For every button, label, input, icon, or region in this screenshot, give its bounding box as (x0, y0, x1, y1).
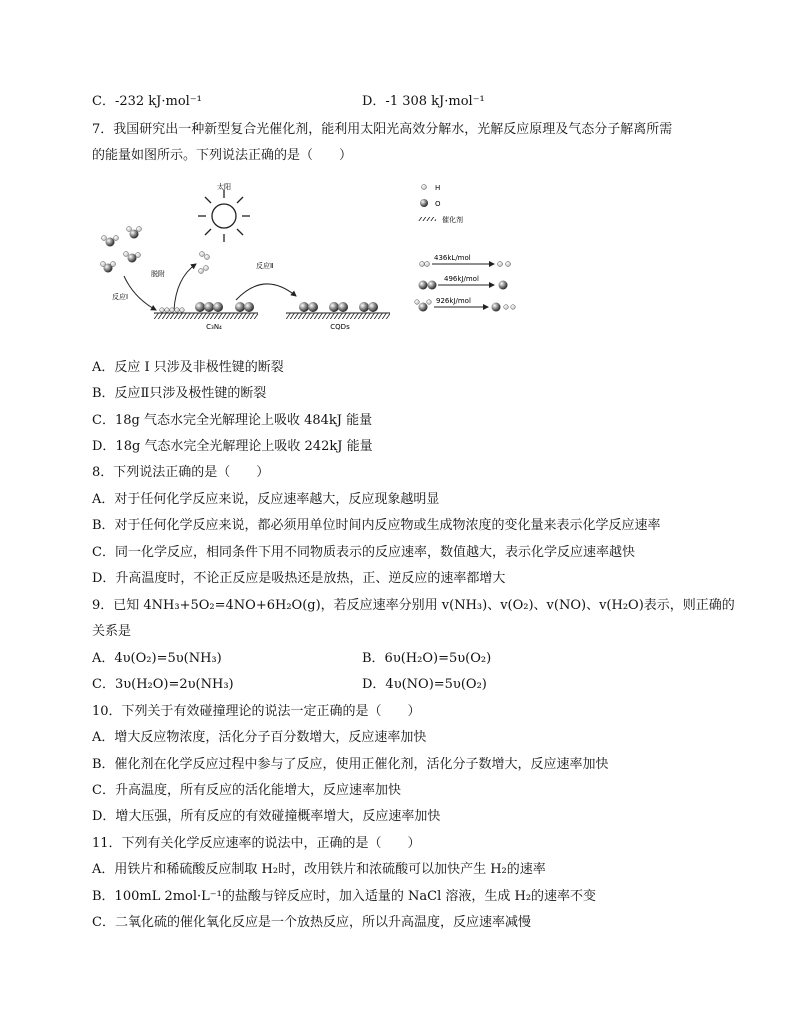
bond-energy-h2o (415, 297, 516, 312)
q10-stem: 10．下列关于有效碰撞理论的说法一定正确的是（ ） (92, 704, 421, 719)
bond-energy-o2-value: 496kJ/mol (444, 275, 479, 283)
water-molecules-icon (101, 227, 142, 273)
bond-energy-h2-value: 436kL/mol (434, 254, 471, 262)
q9-option-b: B．6υ(H₂O)=5υ(O₂) (362, 651, 492, 666)
q7-stem-line2: 的能量如图所示。下列说法正确的是（ ） (92, 148, 353, 163)
q10-option-a: A．增大反应物浓度，活化分子百分数增大，反应速率加快 (92, 730, 427, 745)
cqds-label: CQDs (330, 323, 350, 331)
desorption-label: 脱附 (151, 270, 165, 278)
sun-label: 太阳 (217, 183, 231, 191)
q8-stem: 8．下列说法正确的是（ ） (92, 465, 270, 480)
q8-option-b: B．对于任何化学反应来说，都必须用单位时间内反应物或生成物浓度的变化量来表示化学反应速率 (92, 518, 661, 533)
reaction2-arrow (236, 284, 296, 300)
q11-stem: 11．下列有关化学反应速率的说法中，正确的是（ ） (92, 836, 421, 851)
q9-option-a: A．4υ(O₂)=5υ(NH₃) (92, 651, 222, 666)
reaction1-label: 反应Ⅰ (112, 293, 129, 301)
photocatalysis-figure (96, 178, 516, 338)
q7-option-c: C．18g 气态水完全光解理论上吸收 484kJ 能量 (92, 413, 373, 428)
legend-o-label: O (435, 200, 441, 208)
q8-option-d: D．升高温度时，不论正反应是吸热还是放热，正、逆反应的速率都增大 (92, 571, 506, 586)
q6-option-d: D．-1 308 kJ·mol⁻¹ (362, 94, 485, 109)
legend-h-icon (422, 185, 427, 190)
q6-option-c: C．-232 kJ·mol⁻¹ (92, 94, 202, 109)
legend-o-icon (420, 199, 428, 207)
q8-option-c: C．同一化学反应，相同条件下用不同物质表示的反应速率，数值越大，表示化学反应速率越快 (92, 545, 635, 560)
legend-catalyst-icon (418, 217, 436, 221)
q7-stem-line1: 7．我国研究出一种新型复合光催化剂，能利用太阳光高效分解水，光解反应原理及气态分子解离所需 (92, 122, 673, 137)
bond-energy-h2o-value: 926kJ/mol (436, 297, 471, 305)
q7-option-b: B．反应Ⅱ只涉及极性键的断裂 (92, 386, 267, 401)
q9-stem-line2: 关系是 (92, 624, 132, 639)
q9-option-c: C．3υ(H₂O)=2υ(NH₃) (92, 677, 234, 692)
q7-option-d: D．18g 气态水完全光解理论上吸收 242kJ 能量 (92, 439, 373, 454)
bond-energy-o2 (419, 275, 508, 290)
reaction2-label: 反应Ⅱ (256, 262, 274, 270)
legend-catalyst-label: 催化剂 (442, 216, 463, 224)
q10-option-b: B．催化剂在化学反应过程中参与了反应，使用正催化剂，活化分子数增大，反应速率加快 (92, 757, 609, 772)
q11-option-a: A．用铁片和稀硫酸反应制取 H₂时，改用铁片和浓硫酸可以加快产生 H₂的速率 (92, 862, 546, 877)
q11-option-b: B．100mL 2mol·L⁻¹的盐酸与锌反应时，加入适量的 NaCl 溶液，生成 H₂的速率不变 (92, 889, 597, 904)
c3n4-catalyst-surface (154, 302, 258, 331)
q11-option-c: C．二氧化硫的催化氧化反应是一个放热反应，所以升高温度，反应速率减慢 (92, 915, 531, 930)
q8-option-a: A．对于任何化学反应来说，反应速率越大，反应现象越明显 (92, 492, 440, 507)
c3n4-label: C₃N₄ (206, 323, 222, 331)
q9-stem-line1: 9．已知 4NH₃+5O₂=4NO+6H₂O(g)，若反应速率分别用 v(NH₃)、v(O₂)、v(NO)、v(H₂O)表示，则正确的 (92, 598, 735, 613)
q7-option-a: A．反应 I 只涉及非极性键的断裂 (92, 360, 284, 375)
sun-icon (198, 182, 250, 242)
reaction1-arrow (124, 276, 156, 310)
legend-h-label: H (435, 184, 441, 192)
figure-legend (418, 184, 463, 224)
desorption-arrow (174, 264, 196, 310)
q10-option-c: C．升高温度，所有反应的活化能增大，反应速率加快 (92, 783, 401, 798)
hydrogen-released-icon (199, 252, 210, 274)
q10-option-d: D．增大压强，所有反应的有效碰撞概率增大，反应速率加快 (92, 809, 441, 824)
q9-option-d: D．4υ(NO)=5υ(O₂) (362, 677, 487, 692)
bond-energy-h2 (420, 254, 511, 267)
cqds-catalyst-surface (286, 302, 390, 331)
